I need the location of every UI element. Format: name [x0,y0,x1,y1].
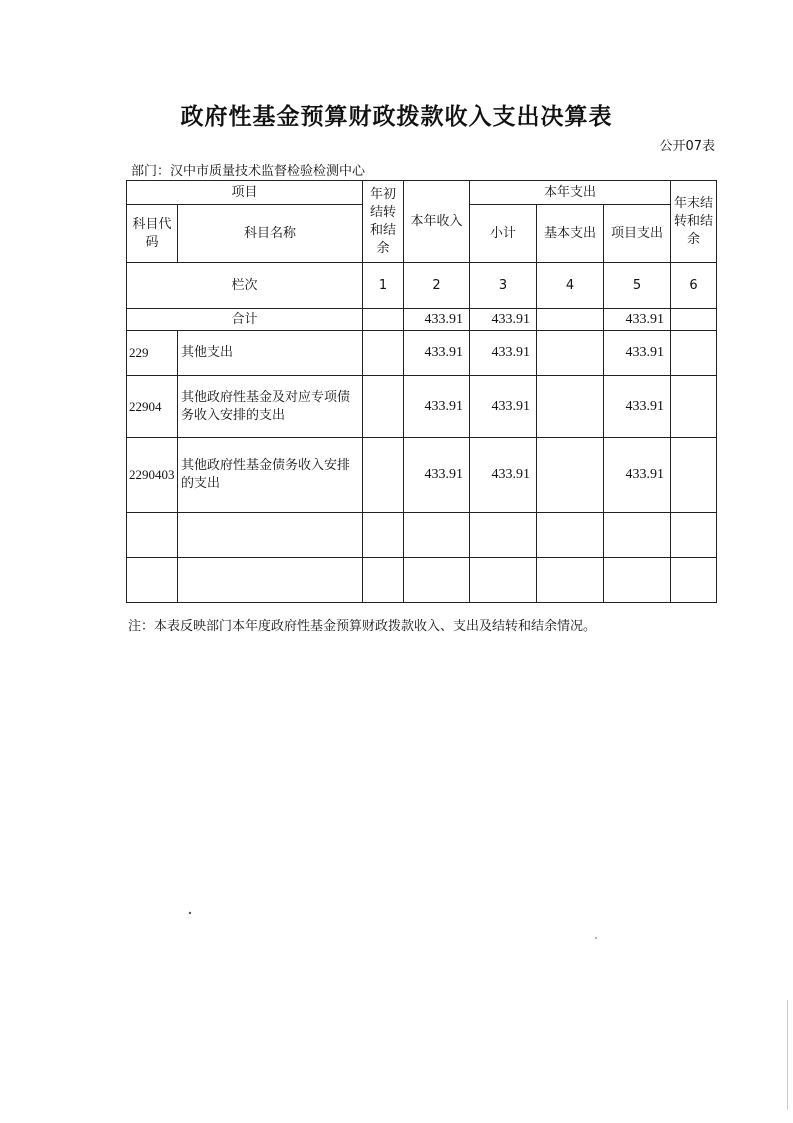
row-code: 229 [127,331,178,376]
row-name: 其他支出 [178,331,363,376]
column-index-label: 栏次 [127,263,363,309]
header-closing-balance: 年末结转和结余 [671,181,717,263]
row-subtotal: 433.91 [470,331,537,376]
header-project-expense: 项目支出 [604,205,671,263]
row-code: 2290403 [127,438,178,513]
form-code: 公开07表 [659,139,715,154]
total-label: 合计 [127,309,363,331]
row-project: 433.91 [604,438,671,513]
page-title: 政府性基金预算财政拨款收入支出决算表 [180,104,613,130]
total-subtotal: 433.91 [470,309,537,331]
total-project: 433.91 [604,309,671,331]
total-income: 433.91 [404,309,470,331]
header-subject-name: 科目名称 [178,205,363,263]
row-subtotal: 433.91 [470,376,537,438]
column-index-cell: 3 [470,263,537,309]
table-note: 注：本表反映部门本年度政府性基金预算财政拨款收入、支出及结转和结余情况。 [128,619,597,634]
column-index-cell: 4 [537,263,604,309]
row-income: 433.91 [404,438,470,513]
header-subject-code: 科目代码 [127,205,178,263]
row-project: 433.91 [604,376,671,438]
scan-edge [787,1000,788,1110]
row-name: 其他政府性基金及对应专项债务收入安排的支出 [178,376,363,438]
header-opening-balance: 年初结转和结余 [363,181,404,263]
header-current-income: 本年收入 [404,181,470,263]
column-index-cell: 6 [671,263,717,309]
header-subtotal: 小计 [470,205,537,263]
department-label: 部门：汉中市质量技术监督检验检测中心 [131,164,366,179]
row-subtotal: 433.91 [470,438,537,513]
header-basic-expense: 基本支出 [537,205,604,263]
header-project: 项目 [127,181,363,205]
scan-speck [595,937,597,939]
row-code: 22904 [127,376,178,438]
header-current-expense: 本年支出 [470,181,671,205]
row-income: 433.91 [404,331,470,376]
column-index-cell: 5 [604,263,671,309]
row-project: 433.91 [604,331,671,376]
column-index-cell: 2 [404,263,470,309]
column-index-cell: 1 [363,263,404,309]
row-income: 433.91 [404,376,470,438]
row-name: 其他政府性基金债务收入安排的支出 [178,438,363,513]
scan-speck [189,912,191,914]
